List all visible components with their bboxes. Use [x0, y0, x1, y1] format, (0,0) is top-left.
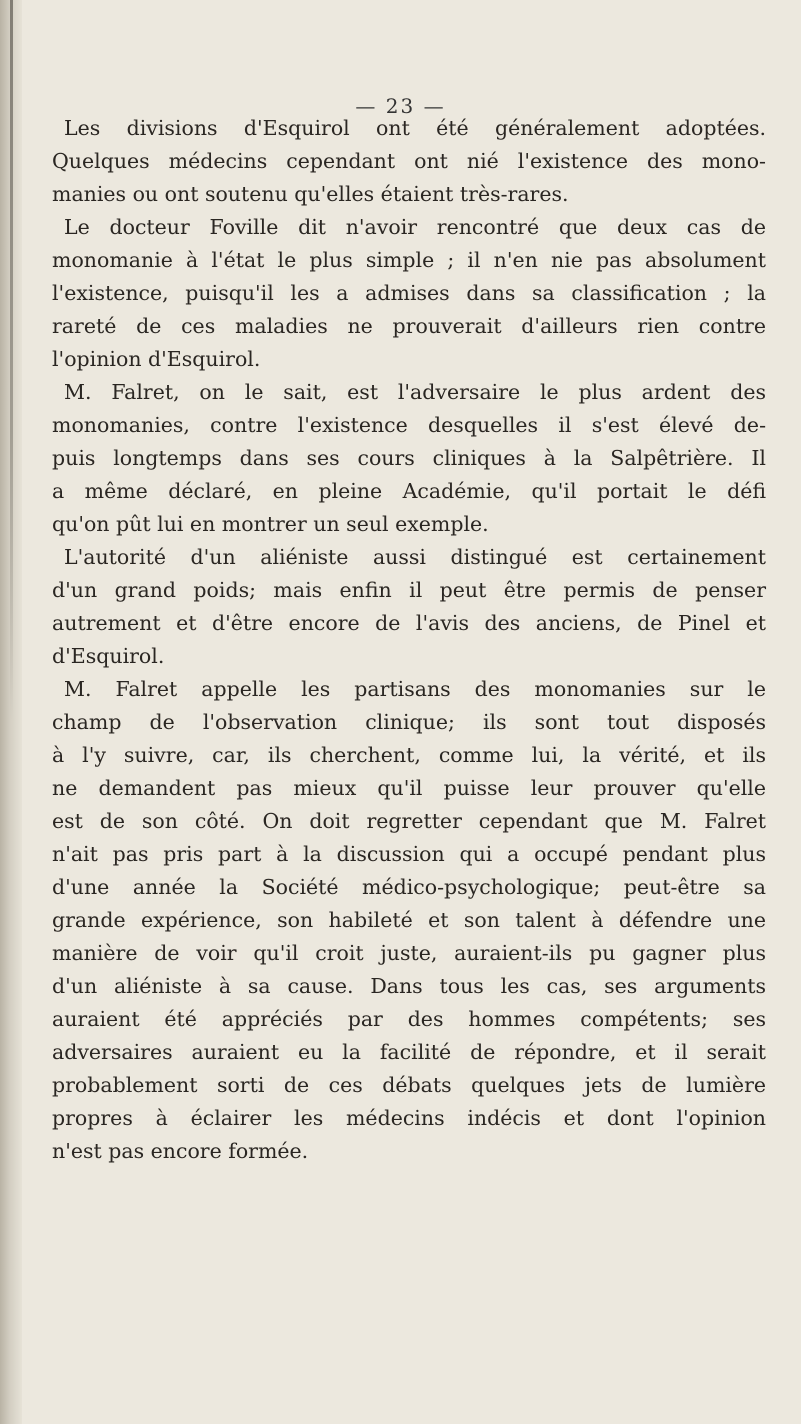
text-line: probablement sorti de ces débats quelques jets de lumière [52, 1073, 766, 1097]
text-line: monomanie à l'état le plus simple ; il n'en nie pas absolument [52, 248, 766, 272]
text-line: auraient été appréciés par des hommes compétents; ses [52, 1007, 766, 1031]
text-line: l'existence, puisqu'il les a admises dans sa classification ; la [52, 281, 766, 305]
text-line: M. Falret, on le sait, est l'adversaire le plus ardent des [64, 380, 766, 404]
text-line: ne demandent pas mieux qu'il puisse leur prouver qu'elle [52, 776, 766, 800]
text-line: Quelques médecins cependant ont nié l'existence des mono- [52, 149, 766, 173]
text-line: L'autorité d'un aliéniste aussi distingué est certainement [64, 545, 766, 569]
text-line: rareté de ces maladies ne prouverait d'ailleurs rien contre [52, 314, 766, 338]
text-line: d'un aliéniste à sa cause. Dans tous les cas, ses arguments [52, 974, 766, 998]
text-line: propres à éclairer les médecins indécis et dont l'opinion [52, 1106, 766, 1130]
text-line: n'est pas encore formée. [52, 1139, 309, 1163]
text-line: qu'on pût lui en montrer un seul exemple. [52, 512, 489, 536]
text-line: M. Falret appelle les partisans des monomanies sur le [64, 677, 766, 701]
text-line: l'opinion d'Esquirol. [52, 347, 261, 371]
text-line: Les divisions d'Esquirol ont été généralement adoptées. [64, 116, 766, 140]
text-line: Le docteur Foville dit n'avoir rencontré que deux cas de [64, 215, 766, 239]
text-line: adversaires auraient eu la facilité de répondre, et il serait [52, 1040, 766, 1064]
text-line: est de son côté. On doit regretter cependant que M. Falret [52, 809, 766, 833]
page-number: — 23 — [355, 94, 446, 118]
text-line: d'une année la Société médico-psychologique; peut-être sa [52, 875, 766, 899]
text-line: d'Esquirol. [52, 644, 165, 668]
text-line: d'un grand poids; mais enfin il peut être permis de penser [52, 578, 766, 602]
text-line: puis longtemps dans ses cours cliniques à la Salpêtrière. Il [52, 446, 766, 470]
text-line: a même déclaré, en pleine Académie, qu'il portait le défi [52, 479, 766, 503]
text-line: grande expérience, son habileté et son talent à défendre une [52, 908, 766, 932]
text-line: monomanies, contre l'existence desquelles il s'est élevé de- [52, 413, 766, 437]
text-line: à l'y suivre, car, ils cherchent, comme lui, la vérité, et ils [52, 743, 766, 767]
text-line: champ de l'observation clinique; ils sont tout disposés [52, 710, 766, 734]
text-line: manies ou ont soutenu qu'elles étaient très-rares. [52, 182, 569, 206]
text-line: n'ait pas pris part à la discussion qui a occupé pendant plus [52, 842, 766, 866]
text-line: autrement et d'être encore de l'avis des anciens, de Pinel et [52, 611, 766, 635]
text-line: manière de voir qu'il croit juste, auraient-ils pu gagner plus [52, 941, 766, 965]
body-text [52, 112, 766, 1168]
